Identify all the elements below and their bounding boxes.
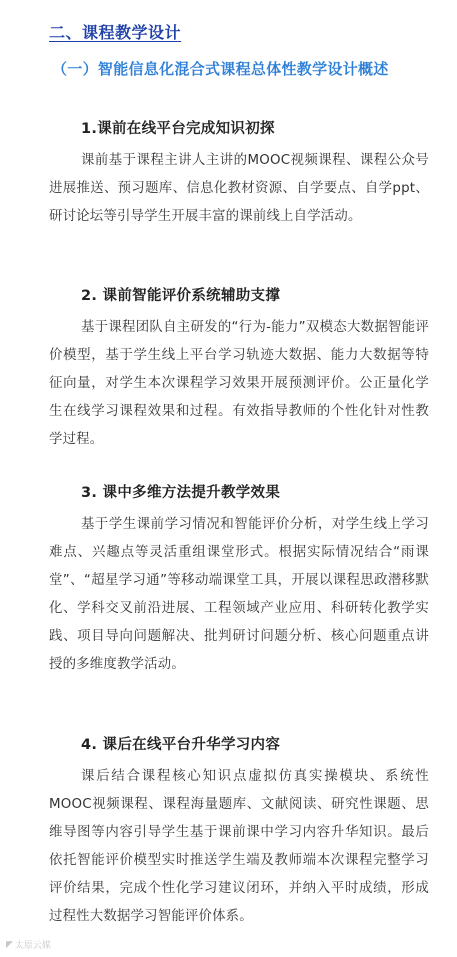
watermark [6, 938, 51, 951]
section-title: 2. 课前智能评价系统辅助支撑 [81, 288, 281, 304]
section-3 [49, 481, 429, 679]
section-title: 1.课前在线平台完成知识初探 [81, 121, 275, 137]
section-body: 基于学生课前学习情况和智能评价分析，对学生线上学习难点、兴趣点等灵活重组课堂形式。根据实际情况结合“雨课堂”、“超星学习通”等移动端课堂工具，开展以课程思政潜移默化、学科交叉前沿进展、工程领域产业应用、科研转化教学实践、项目导向问题解决、批判研讨问题分析、核心问题重点讲授的多维度教学活动。 [49, 517, 429, 672]
section-title: 3. 课中多维方法提升教学效果 [81, 485, 281, 501]
watermark-text: 太原云媒 [14, 941, 51, 951]
section-body: 课前基于课程主讲人主讲的MOOC视频课程、课程公众号进展推送、预习题库、信息化教材资源、自学要点、自学ppt、研讨论坛等引导学生开展丰富的课前线上自学活动。 [49, 153, 429, 224]
section-1 [49, 117, 429, 231]
section-title: 4. 课后在线平台升华学习内容 [81, 737, 281, 753]
section-body: 课后结合课程核心知识点虚拟仿真实操模块、系统性MOOC视频课程、课程海量题库、文献阅读、研究性课题、思维导图等内容引导学生基于课前课中学习内容升华知识。最后依托智能评价模型实时推送学生端及教师端本次课程完整学习评价结果，完成个性化学习建议闭环，并纳入平时成绩，形成过程性大数据学习智能评价体系。 [49, 769, 429, 924]
section-body: 基于课程团队自主研发的“行为-能力”双模态大数据智能评价模型，基于学生线上平台学习轨迹大数据、能力大数据等特征向量，对学生本次课程学习效果开展预测评价。公正量化学生在线学习课程效果和过程。有效指导教师的个性化针对性教学过程。 [49, 320, 429, 447]
section-2 [49, 284, 429, 454]
section-4 [49, 733, 429, 931]
logo-icon: ◤ [6, 939, 13, 950]
section-heading: 二、课程教学设计 [49, 23, 182, 42]
subsection-heading: （一）智能信息化混合式课程总体性教学设计概述 [52, 60, 389, 78]
